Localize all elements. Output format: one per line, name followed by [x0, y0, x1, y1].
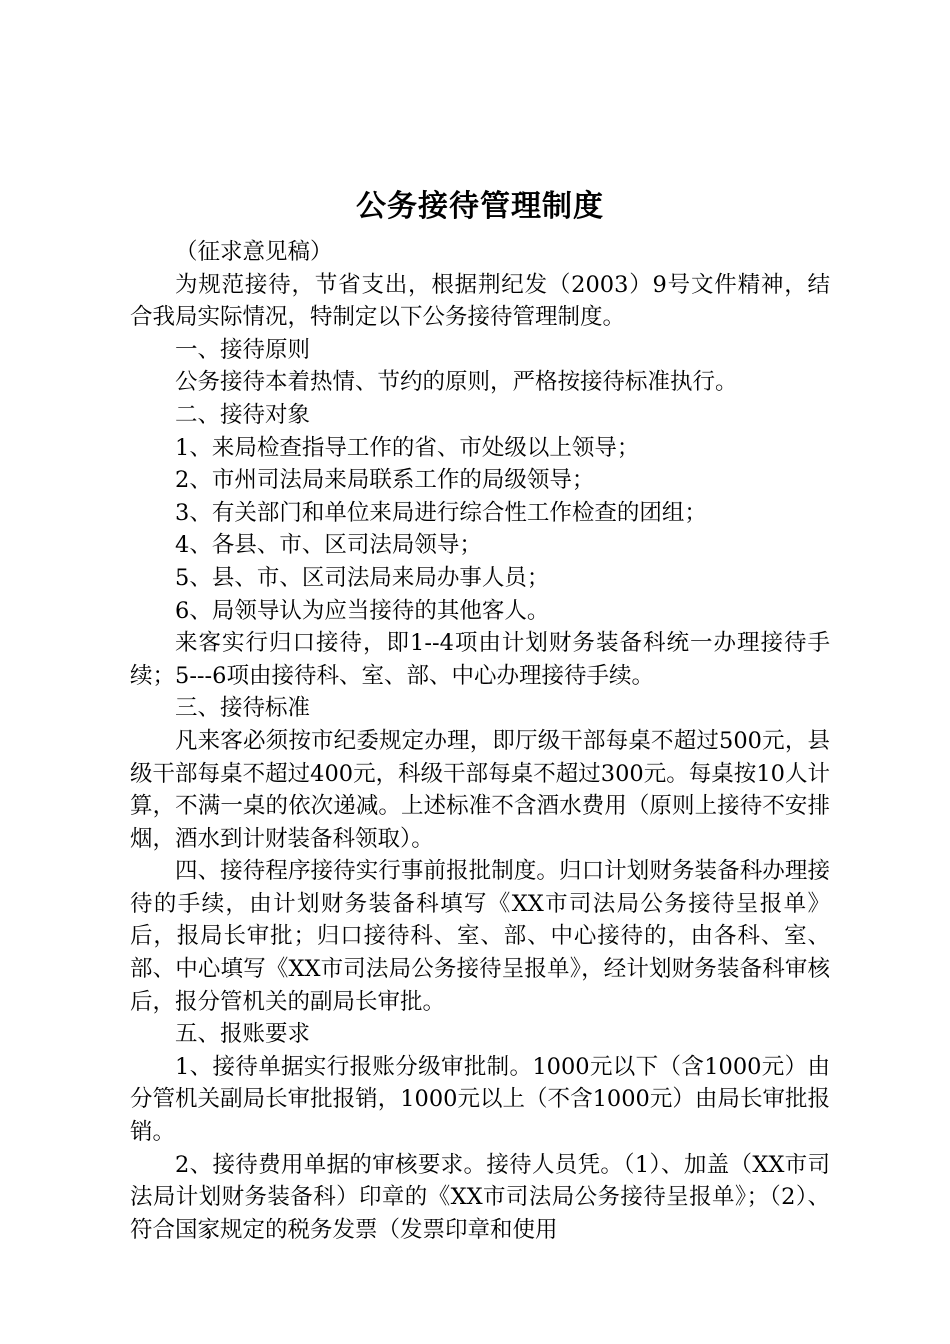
section-heading-targets: 二、接待对象 — [175, 401, 311, 428]
principles-paragraph: 公务接待本着热情、节约的原则，严格按接待标准执行。 — [175, 369, 738, 396]
standards-paragraph: 凡来客必须按市纪委规定办理，即厅级干部每桌不超过500元，县级干部每桌不超过400元，科级干部每桌不超过300元。每桌按10人计算，不满一桌的依次递减。上述标准不含酒水费用（原则上接待不安排烟，酒水到计财装备科领取）。 — [130, 727, 830, 852]
document-title: 公务接待管理制度 — [356, 189, 604, 224]
draft-note: （征求意见稿） — [175, 239, 333, 265]
section-heading-reimbursement: 五、报账要求 — [175, 1021, 311, 1048]
reimbursement-item-2: 2、接待费用单据的审核要求。接待人员凭。（1）、加盖（XX市司法局计划财务装备科）印章的《XX市司法局公务接待呈报单》；（2）、符合国家规定的税务发票（发票印章和使用 — [130, 1151, 830, 1243]
intro-paragraph: 为规范接待，节省支出，根据荆纪发（2003）9号文件精神，结合我局实际情况，特制定以下公务接待管理制度。 — [130, 271, 830, 331]
section-heading-principles: 一、接待原则 — [175, 336, 311, 363]
target-item-4: 4、各县、市、区司法局领导； — [175, 532, 482, 559]
procedure-paragraph: 四、接待程序接待实行事前报批制度。归口计划财务装备科办理接待的手续，由计划财务装备科填写《XX市司法局公务接待呈报单》后，报局长审批；归口接待科、室、部、中心接待的，由各科、室、部、中心填写《XX市司法局公务接待呈报单》，经计划财务装备科审核后，报分管机关的副局长审批。 — [130, 858, 830, 1015]
section-heading-standards: 三、接待标准 — [175, 695, 311, 722]
reception-assignment-paragraph: 来客实行归口接待，即1--4项由计划财务装备科统一办理接待手续；5---6项由接待科、室、部、中心办理接待手续。 — [130, 630, 830, 689]
target-item-6: 6、局领导认为应当接待的其他客人。 — [175, 597, 550, 624]
target-item-3: 3、有关部门和单位来局进行综合性工作检查的团组； — [175, 499, 707, 526]
target-item-1: 1、来局检查指导工作的省、市处级以上领导； — [175, 434, 640, 461]
reimbursement-item-1: 1、接待单据实行报账分级审批制。1000元以下（含1000元）由分管机关副局长审批报销，1000元以上（不含1000元）由局长审批报销。 — [130, 1053, 830, 1146]
target-item-2: 2、市州司法局来局联系工作的局级领导； — [175, 467, 595, 494]
document-body — [130, 182, 830, 1246]
target-item-5: 5、县、市、区司法局来局办事人员； — [175, 564, 550, 591]
